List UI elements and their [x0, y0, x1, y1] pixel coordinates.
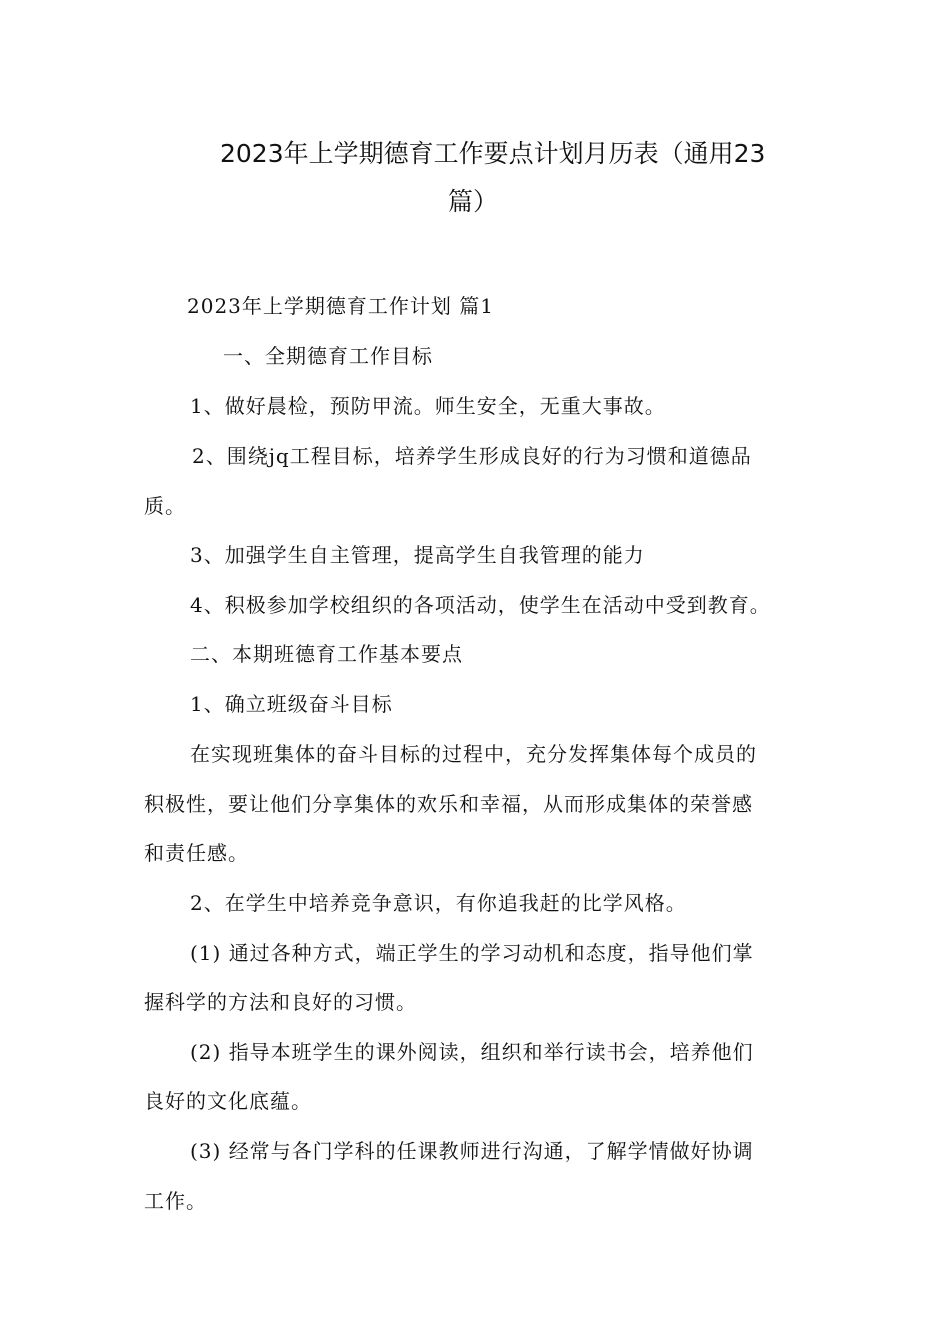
paragraph-line: 3、加强学生自主管理，提高学生自我管理的能力	[190, 543, 645, 567]
paragraph-line: 工作。	[144, 1189, 207, 1213]
subsection-heading: 一、全期德育工作目标	[223, 344, 433, 368]
paragraph-line: (2) 指导本班学生的课外阅读，组织和举行读书会，培养他们	[190, 1040, 754, 1064]
paragraph-line: 2、在学生中培养竞争意识，有你追我赶的比学风格。	[190, 891, 687, 915]
paragraph-line: 积极性，要让他们分享集体的欢乐和幸福，从而形成集体的荣誉感	[144, 792, 753, 816]
subsection-heading: 二、本期班德育工作基本要点	[190, 642, 463, 666]
paragraph-line: 在实现班集体的奋斗目标的过程中，充分发挥集体每个成员的	[190, 742, 757, 766]
paragraph-line: 握科学的方法和良好的习惯。	[144, 990, 417, 1014]
paragraph-line: 和责任感。	[144, 841, 249, 865]
document-title-line-2: 篇）	[448, 187, 499, 216]
document-title-line-1: 2023年上学期德育工作要点计划月历表（通用23	[220, 139, 766, 168]
paragraph-line: 2、围绕jq工程目标，培养学生形成良好的行为习惯和道德品	[192, 444, 752, 468]
section-heading: 2023年上学期德育工作计划 篇1	[187, 294, 494, 318]
paragraph-line: (3) 经常与各门学科的任课教师进行沟通，了解学情做好协调	[190, 1139, 754, 1163]
paragraph-line: 4、积极参加学校组织的各项活动，使学生在活动中受到教育。	[190, 593, 771, 617]
paragraph-line: (1) 通过各种方式，端正学生的学习动机和态度，指导他们掌	[190, 941, 754, 965]
paragraph-line: 质。	[144, 494, 186, 518]
paragraph-line: 1、做好晨检，预防甲流。师生安全，无重大事故。	[190, 394, 666, 418]
paragraph-line: 1、确立班级奋斗目标	[190, 692, 393, 716]
paragraph-line: 良好的文化底蕴。	[144, 1089, 312, 1113]
